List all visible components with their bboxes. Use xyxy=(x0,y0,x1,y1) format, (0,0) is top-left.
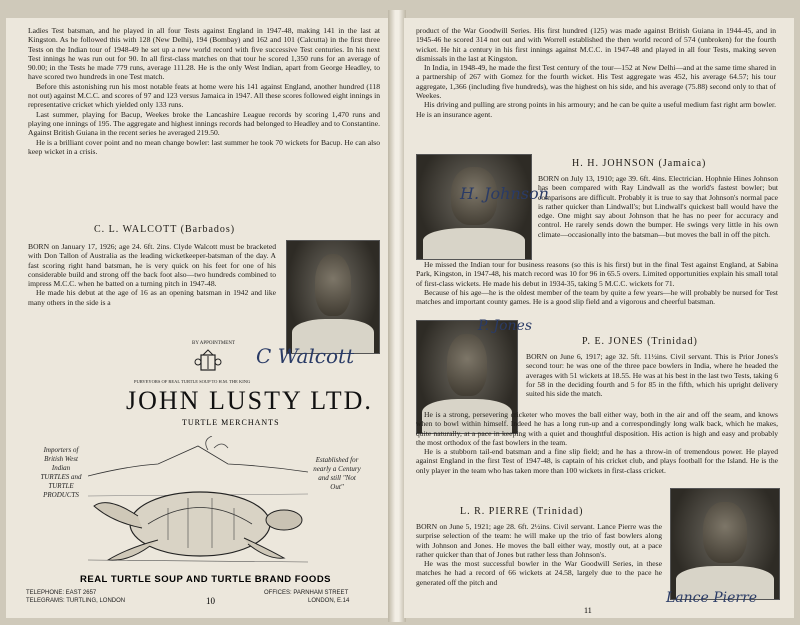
jones-bio-text-2: He is a strong, persevering cricketer who moves the ball either way, both in the air and off the seam, and knows when to bowl within himself. Indeed he has a long run-up and a correspondingly long walk back, which he makes, quite naturally, at a pace in keeping with a quiet and thoughtful disposition. His action is high and easy and probably the most orthodox of the fast bowlers in the team. xyxy=(416,410,778,447)
advert-tagline: REAL TURTLE SOUP AND TURTLE BRAND FOODS xyxy=(80,574,332,585)
paragraph: Last summer, playing for Bacup, Weekes broke the Lancashire League records by scoring 1,470 runs and playing one innings of 195. The aggregate and highest innings records had belonged to Headley and to Constantine. Against British Guiana in the recent series he averaged 219.50. xyxy=(28,109,380,138)
johnson-photo xyxy=(416,154,532,260)
established-note: Established for nearly a Century and still "Not Out" xyxy=(313,456,361,491)
page-number-left: 10 xyxy=(206,596,215,606)
johnson-bio-text-2: He missed the Indian tour for business reasons (so this is his first) but in the final Test against England, at Sabina Park, Kingston, in 1947-48, his match record was 10 for 96 in 65.5 overs. Limited opportunities explain his small total of first-class wickets. He made his debut in 1934-35, taking 5 M.C.C. wickets for 71. xyxy=(416,260,778,288)
advert-offices: OFFICES: PARNHAM STREET xyxy=(264,590,349,596)
advert-telephone: TELEPHONE: EAST 2657 xyxy=(26,590,97,596)
paragraph: In India, in 1948-49, he made the first Test century of the tour—152 at New Delhi—and at the same time shared in a partnership of 267 with Gomez for the fourth wicket. His Test aggregate was 452, his average 64.57; his tour aggregate, 1,366 (including five hundreds), was the highest on his side, and his average (75.88) second only to that of Weekes. xyxy=(416,63,776,101)
walcott-bio-text-2: He made his debut at the age of 16 as an opening batsman in 1942 and like many others in the side is a xyxy=(28,288,276,307)
johnson-bio-continued xyxy=(416,260,778,306)
photo-face xyxy=(447,334,487,396)
importers-note: Importers of British West Indian TURTLES and TURTLE PRODUCTS xyxy=(40,446,82,499)
intro-paragraph: Ladies Test batsman, and he played in all four Tests against England in 1947-48, making 141 in the last at Kingston. As he followed this with 128 (New Delhi), 194 (Bombay) and 162 and 101 (Calcutta) in the first three Tests on the Indian tour of 1948-49 he set up a new world record with five successive Test centuries. In his next Test innings he was run out for 90. In all first-class matches on that tour he scored 1,350 runs for an average of 90.00; in the Tests he made 779 runs, average 111.28. He is the only West Indian, apart from George Headley, to have scored two hundreds in one Test match. xyxy=(28,26,380,82)
pierre-bio-text-2: He was the most successful bowler in the War Goodwill Series, in these matches he had a record of 66 wickets at 24.58, largely due to the pace he generated off the pitch and xyxy=(416,559,662,587)
appointment-text: BY APPOINTMENT xyxy=(192,341,236,346)
turtle-illustration xyxy=(88,436,308,566)
pierre-photo xyxy=(670,488,780,600)
trade-text: TURTLE MERCHANTS xyxy=(182,418,280,427)
walcott-heading: C. L. WALCOTT (Barbados) xyxy=(94,224,236,235)
jones-heading: P. E. JONES (Trinidad) xyxy=(582,336,698,347)
photo-shirt xyxy=(423,228,526,259)
paragraph: His driving and pulling are strong points in his armoury; and he can be quite a useful medium fast right arm bowler. He is an insurance agent. xyxy=(416,100,776,119)
jones-bio-continued xyxy=(416,410,778,475)
walcott-photo xyxy=(286,240,380,354)
left-intro xyxy=(28,26,380,156)
johnson-heading: H. H. JOHNSON (Jamaica) xyxy=(572,158,707,169)
jones-bio-text: BORN on June 6, 1917; age 32. 5ft. 11½ins. Civil servant. This is Prior Jones's second tour: he was one of the three pace bowlers in India, where he headed the averages with 51 wickets at 18.55. He was at his best in the last two Tests, taking 6 for 58 in the deciding fourth and 5 for 85 in the fifth, which his upright delivery suited his side the match. xyxy=(526,352,778,399)
photo-face xyxy=(315,254,352,316)
left-page xyxy=(6,18,390,618)
jones-bio-text-3: He is a stubborn tail-end batsman and a fine slip field; and he has a throw-in of tremendous power. He played against England in the first Test of 1947-48, is captain of his cricket club, and plays football for the Island. He is the only player in the team who has taken more than 100 wickets in first-class cricket. xyxy=(416,447,778,475)
pierre-bio xyxy=(416,522,662,587)
pierre-heading: L. R. PIERRE (Trinidad) xyxy=(460,506,584,517)
advert-telegrams: TELEGRAMS: TURTLING, LONDON xyxy=(26,598,126,604)
photo-face xyxy=(703,502,746,563)
walcott-bio-text: BORN on January 17, 1926; age 24. 6ft. 2ins. Clyde Walcott must be bracketed with Don Tallon of Australia as the leading wicketkeeper-batsman of the day. A fast scoring right hand batsman, he is very quick on his feet for one of his considerable build and strong off the back foot also—two hundreds combined to impress M.C.C. when he batted on a turning pitch in 1947-48. xyxy=(28,242,276,289)
page-number-right: 11 xyxy=(584,606,592,615)
pierre-bio-text: BORN on June 5, 1921; age 28. 6ft. 2½ins. Civil servant. Lance Pierre was the surprise selection of the team: he will make up the trio of fast bowlers along with Johnson and Jones. He moves the ball either way, mostly out, at a pace rather quicker than that of Jones but rather less than Johnson's. xyxy=(416,522,662,559)
johnson-bio xyxy=(538,174,778,239)
paragraph: Before this astonishing run his most notable feats at home were his 141 against England, another hundred (118 not out) against M.C.C. and scores of 97 and 123 versus Jamaica in 1947. All these scores followed eight innings in representative cricket which yielded only 133 runs. xyxy=(28,81,380,110)
royal-crest-icon xyxy=(194,348,222,376)
john-lusty-advert xyxy=(16,338,380,618)
warrant-text: PURVEYORS OF REAL TURTLE SOUP TO H.M. THE KING xyxy=(134,379,251,384)
johnson-bio-text: BORN on July 13, 1910; age 39. 6ft. 4ins. Electrician. Hophnie Hines Johnson has been compared with Ray Lindwall as the world's fastest bowler; but comparisons are difficult. Probably it is true to say that Johnson's normal pace is rather quicker than Lindwall's; but Lindwall's quickest ball would have the edge. One might say about Johnson that he has no peer for accuracy and control. He rarely sends down the bumper. He swings very little in his own climate—occasionally into the batsman—but moves the ball in off the pitch. xyxy=(538,174,778,239)
walcott-bio xyxy=(28,242,276,307)
johnson-bio-text-3: Because of his age—he is the oldest member of the team by quite a few years—he will probably be nursed for Test matches and important county games. He is a good slip field and a vigorous and cheerful batsman. xyxy=(416,287,778,307)
jones-bio xyxy=(526,352,778,398)
intro-paragraph: product of the War Goodwill Series. His first hundred (125) was made against British Guiana in 1944-45, and in 1945-46 he scored 314 not out and with Worrell established the then world record of 574 (unbroken) for the fourth wicket. He hit a century in his first innings against M.C.C. in 1947-48 and played in all four Tests, making seven dismissals in the last at Kingston. xyxy=(416,26,776,63)
pierre-signature: Lance Pierre xyxy=(666,590,758,606)
right-intro xyxy=(416,26,776,119)
paragraph: He is a brilliant cover point and no mean change bowler: last summer he took 70 wickets for Bacup. He can also keep wicket in a crisis. xyxy=(28,137,380,156)
company-name: JOHN LUSTY LTD. xyxy=(126,386,373,415)
advert-city: LONDON, E.14 xyxy=(308,598,350,604)
walcott-signature: C Walcott xyxy=(256,344,355,368)
jones-signature: P. Jones xyxy=(478,318,533,334)
right-page xyxy=(404,18,794,618)
johnson-signature: H. Johnson xyxy=(460,184,549,203)
